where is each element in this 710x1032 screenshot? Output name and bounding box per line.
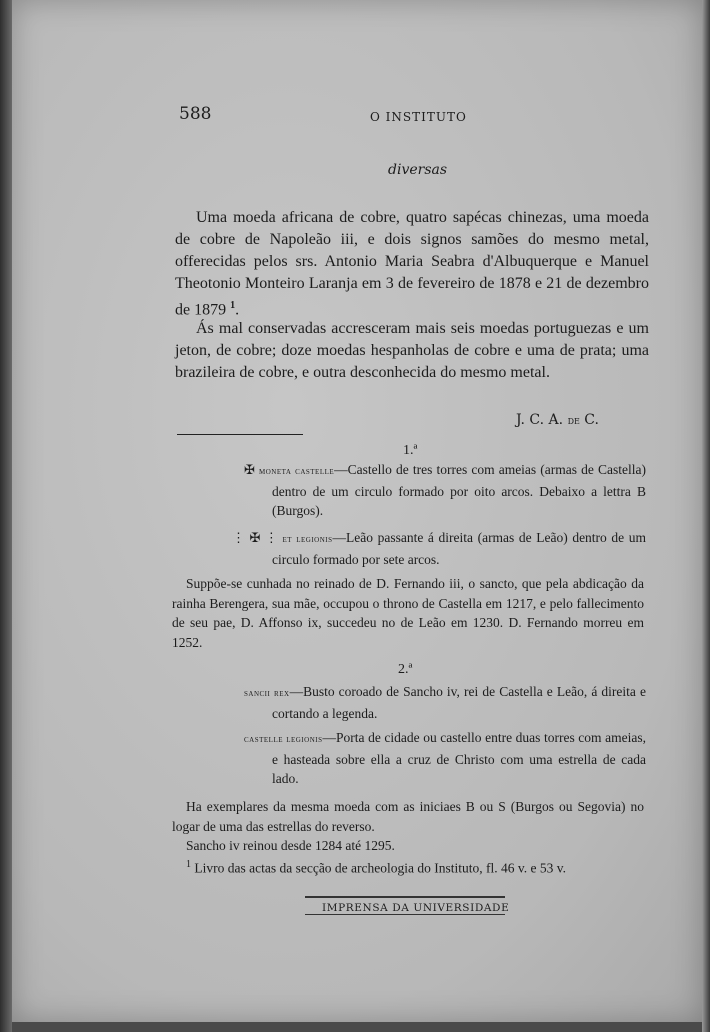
coin-legend: sancii rex [244, 688, 290, 699]
book-spine-shadow [0, 0, 12, 1032]
coin-description: Leão passante á direita (armas de Leão) dentro de um circulo formado por sete arcos. [272, 530, 646, 567]
coin-legend: moneta castelle [259, 466, 335, 477]
coin-1-note: Suppõe-se cunhada no reinado de D. Fernando iii, o sancto, que pela abdicação da rainha Berengera, sua mãe, occupou o throno de Castella em 1217, e pelo fallecimento de seu pae, D. Affonso ix, succedeu no de Leão em 1230. D. Fernando morreu em 1252. [172, 576, 644, 650]
imprint-rule-bottom [305, 914, 505, 915]
signature-last: C. [584, 412, 599, 428]
coin-description: Porta de cidade ou castello entre duas torres com ameias, e hasteada sobre ella a cruz de Christo com uma estrella de cada lado. [272, 730, 646, 786]
paragraph-2: Ás mal conservadas accresceram mais seis moedas portuguezas e um jeton, de cobre; doze moedas hespanholas de cobre e uma de prata; uma brazileira de cobre, e outra desconhecida do mesmo metal. [175, 320, 649, 381]
signature [516, 412, 599, 428]
coin-2-note: Ha exemplares da mesma moeda com as iniciaes B ou S (Burgos ou Segovia) no logar de uma das estrellas do reverso. [172, 799, 644, 834]
dash: — [334, 462, 348, 477]
coin-2-number: 2.ª [398, 662, 413, 677]
paragraph-1: Uma moeda africana de cobre, quatro sapécas chinezas, uma moeda de cobre de Napoleão iii, e dois signos samões do mesmo metal, offerecidas pelos srs. Antonio Maria Seabra d'Albuquerque e Manuel Theotonio Monteiro Laranja em 3 de fevereiro de 1878 e 21 de dezembro de 1879 $^1$. [175, 209, 649, 319]
coin-legend: castelle legionis [244, 734, 323, 745]
imprint-rule-top [305, 896, 505, 898]
paragraph-1-text: Uma moeda africana de cobre, quatro sapécas chinezas, uma moeda de cobre de Napoleão iii, e dois signos samões do mesmo metal, offerecidas pelos srs. Antonio Maria Seabra d'Albuquerque e Manuel Theotonio Monteiro Laranja em 3 de fevereiro de 1878 e 21 de dezembro de 1879 [175, 209, 649, 319]
dash: — [322, 730, 336, 745]
coin-2-obverse [244, 682, 646, 723]
footnote-ref: 1 [230, 300, 236, 311]
coin-description: Castello de tres torres com ameias (armas de Castella) dentro de um circulo formado por oito arcos. Debaixo a lettra B (Burgos). [272, 462, 646, 518]
coin-legend: et legionis [282, 534, 333, 545]
coin-1-number: 1.ª [403, 443, 418, 458]
coin-description: Busto coroado de Sancho iv, rei de Castella e Leão, á direita e cortando a legenda. [272, 684, 646, 721]
coin-1-obverse [244, 460, 646, 521]
coin-2-reverse [244, 728, 646, 789]
signature-initials: J. C. A. [516, 412, 564, 428]
signature-de: de [567, 414, 580, 427]
cross-mark: ✠ [244, 462, 255, 477]
footnote-marker: 1 [186, 859, 191, 870]
section-title: diversas [388, 162, 448, 178]
cross-mark: ⋮ ✠ ⋮ [232, 530, 278, 545]
coin-1-reverse [232, 528, 646, 569]
dash: — [332, 530, 346, 545]
footnote-text: Livro das actas da secção de archeologia do Instituto, fl. 46 v. e 53 v. [194, 860, 567, 876]
running-title: O INSTITUTO [370, 110, 467, 124]
coin-2-reign: Sancho iv reinou desde 1284 até 1295. [186, 838, 395, 853]
imprint: IMPRENSA DA UNIVERSIDADE [322, 902, 510, 914]
page-number: 588 [179, 104, 212, 124]
page-edge [702, 0, 710, 1032]
footnote [186, 855, 648, 878]
dash: — [289, 684, 304, 699]
divider-rule [177, 434, 303, 435]
